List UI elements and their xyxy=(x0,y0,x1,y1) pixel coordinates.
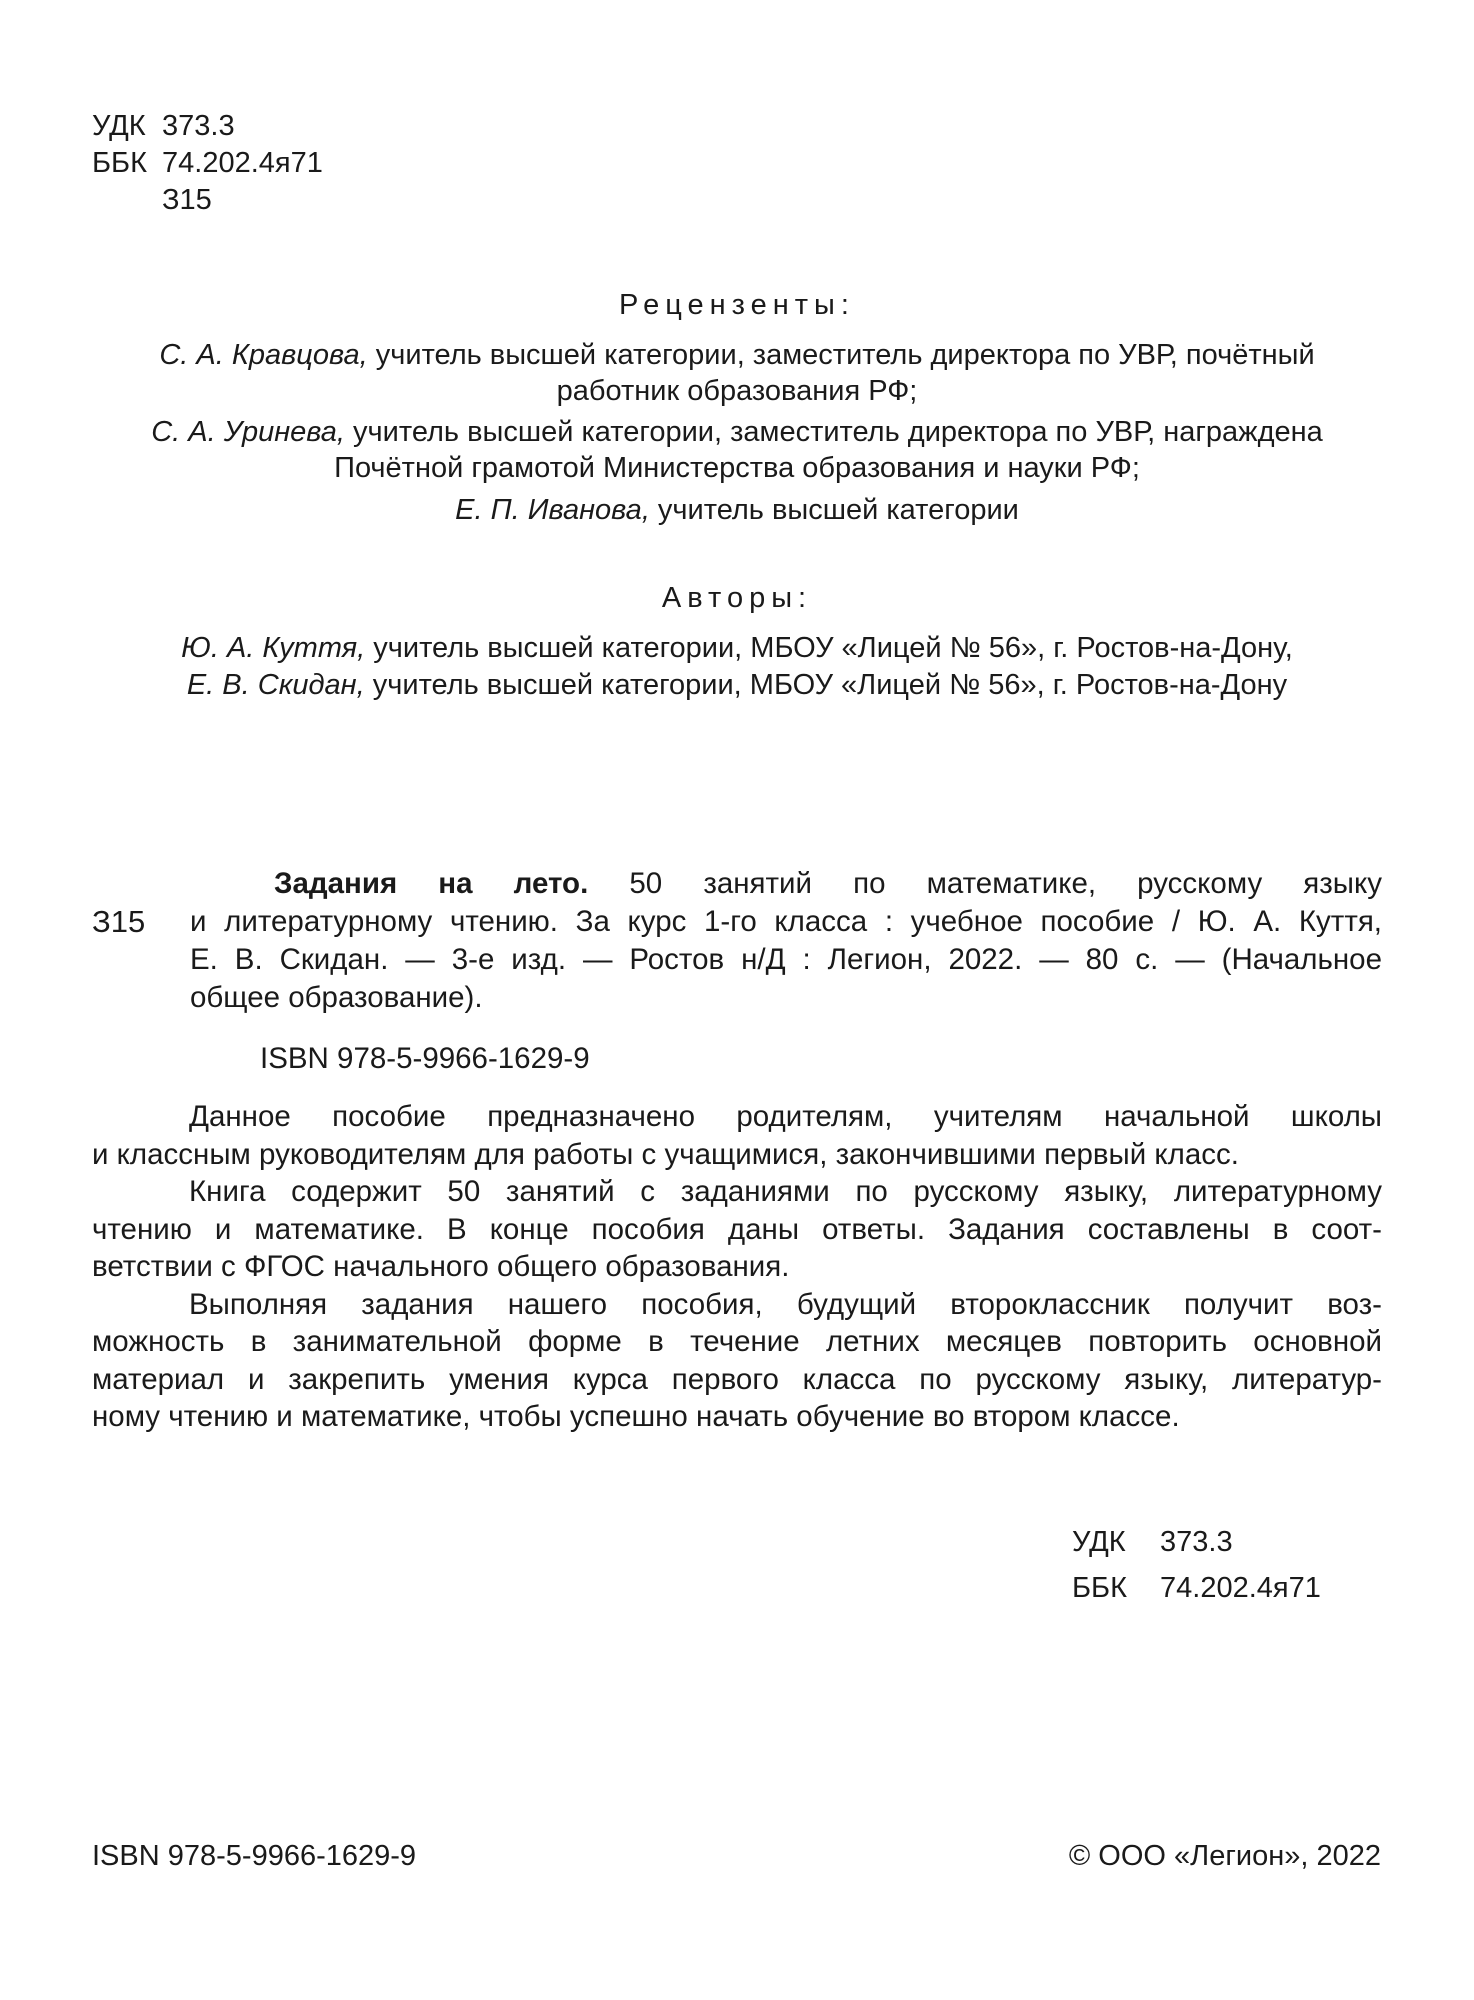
reviewer-3-line-1: Е. П. Иванова, учитель высшей категории xyxy=(455,494,1019,526)
authors-heading: Авторы: xyxy=(661,582,813,614)
top-udk-row xyxy=(92,108,235,145)
annotation xyxy=(92,1098,1382,1436)
annotation-p1-l2: и классным руководителям для работы с учащимися, закончившими первый класс. xyxy=(92,1137,1239,1171)
top-author-sign-row xyxy=(92,182,212,219)
author-1-line: Ю. А. Куття, учитель высшей категории, МБОУ «Лицей № 56», г. Ростов-на-Дону, xyxy=(181,632,1293,664)
footer-isbn: ISBN 978-5-9966-1629-9 xyxy=(92,1840,417,1872)
annotation-p3-l1: Выполняя задания нашего пособия, будущий второклассник получит воз- xyxy=(189,1287,1382,1321)
bib-isbn: ISBN 978-5-9966-1629-9 xyxy=(260,1042,590,1075)
annotation-p2-l2: чтению и математике. В конце пособия даны ответы. Задания составлены в соот- xyxy=(92,1212,1382,1246)
annotation-p3-l3: материал и закрепить умения курса первого класса по русскому языку, литератур- xyxy=(92,1362,1382,1396)
author-sign: З15 xyxy=(162,184,212,216)
reviewer-1-name: С. А. Кравцова, xyxy=(159,339,368,371)
bbk-value: 74.202.4я71 xyxy=(162,147,323,179)
bottom-udk-row xyxy=(1072,1524,1233,1561)
reviewers-heading: Рецензенты: xyxy=(619,289,855,321)
bbk-label: ББК xyxy=(92,147,147,179)
author-1-name: Ю. А. Куття, xyxy=(181,632,366,664)
reviewer-2-line-1: С. А. Уринева, учитель высшей категории, заместитель директора по УВР, награждена xyxy=(151,416,1323,448)
footer-copyright: © ООО «Легион», 2022 xyxy=(1068,1840,1381,1872)
author-2-line: Е. В. Скидан, учитель высшей категории, МБОУ «Лицей № 56», г. Ростов-на-Дону xyxy=(186,669,1288,701)
reviewer-1-line-1: С. А. Кравцова, учитель высшей категории, заместитель директора по УВР, почётный xyxy=(159,339,1315,371)
bib-line-1: Задания на лето. 50 занятий по математике, русскому языку xyxy=(274,867,1382,900)
top-bbk-row xyxy=(92,145,323,182)
bib-line-2: и литературному чтению. За курс 1-го класса : учебное пособие / Ю. А. Куття, xyxy=(190,905,1382,938)
author-2-name: Е. В. Скидан, xyxy=(186,669,365,701)
bottom-udk-label: УДК xyxy=(1072,1526,1126,1558)
bottom-bbk-label: ББК xyxy=(1072,1572,1127,1604)
annotation-p2-l1: Книга содержит 50 занятий с заданиями по русскому языку, литературному xyxy=(189,1175,1382,1208)
reviewer-3-name: Е. П. Иванова, xyxy=(455,494,650,526)
annotation-p1-l1: Данное пособие предназначено родителям, учителям начальной школы xyxy=(189,1100,1382,1133)
reviewer-1-line-2: работник образования РФ; xyxy=(556,375,918,407)
bib-line-3: Е. В. Скидан. — 3-е изд. — Ростов н/Д : Легион, 2022. — 80 с. — (Начальное xyxy=(190,943,1382,976)
reviewer-2-name: С. А. Уринева, xyxy=(151,416,345,448)
udk-value: 373.3 xyxy=(162,110,235,142)
bib-line-4: общее образование). xyxy=(190,981,483,1014)
book-title: Задания на лето. xyxy=(274,867,589,900)
annotation-p3-l2: можность в занимательной форме в течение летних месяцев повторить основной xyxy=(92,1325,1382,1358)
reviewer-2-line-2: Почётной грамотой Министерства образования и науки РФ; xyxy=(334,452,1140,484)
udk-label: УДК xyxy=(92,110,146,142)
annotation-p2-l3: ветствии с ФГОС начального общего образования. xyxy=(92,1250,790,1283)
annotation-p3-l4: ному чтению и математике, чтобы успешно начать обучение во втором классе. xyxy=(92,1400,1180,1433)
bottom-bbk-value: 74.202.4я71 xyxy=(1160,1572,1321,1604)
bib-author-sign: З15 xyxy=(92,904,146,939)
bottom-bbk-row xyxy=(1072,1570,1321,1607)
bottom-udk-value: 373.3 xyxy=(1160,1526,1233,1558)
